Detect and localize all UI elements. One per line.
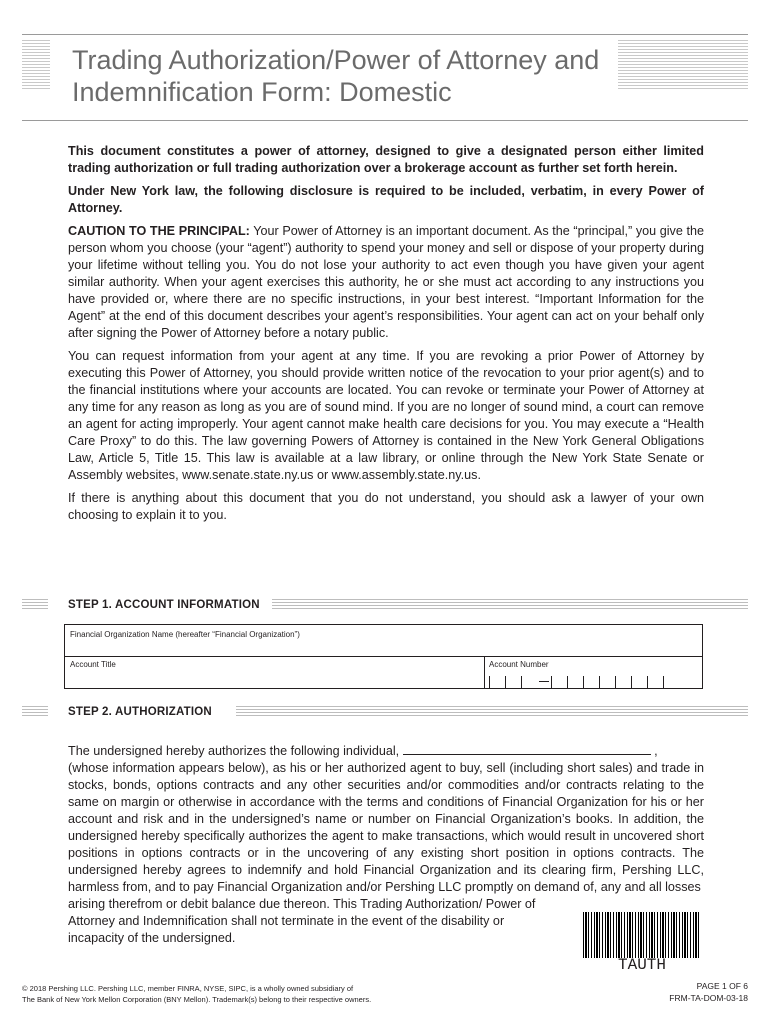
authorization-text-narrow: arising therefrom or debit balance due thereon. This Trading Authorization/ Power of Attorney and Indemnification shall not terminate in the event of the disability or incapacity of the undersigned. (68, 897, 536, 945)
header-top-rule (22, 34, 748, 35)
step1-hatch (22, 599, 48, 611)
step2-title: STEP 2. AUTHORIZATION (68, 706, 212, 718)
step2-rule (236, 706, 748, 718)
account-number-field[interactable] (489, 674, 664, 688)
intro-paragraph-2: Under New York law, the following disclosure is required to be included, verbatim, in every Power of Attorney. (68, 184, 704, 215)
title-line-1: Trading Authorization/Power of Attorney and (72, 45, 600, 75)
intro-paragraph-5: If there is anything about this document that you do not understand, you should ask a lawyer of your own choosing to explain it to you. (68, 491, 704, 522)
digit-box (567, 676, 583, 688)
intro-section (68, 143, 704, 524)
account-number-divider (484, 656, 485, 688)
intro-paragraph-4: You can request information from your agent at any time. If you are revoking a prior Power of Attorney by executing this Power of Attorney, you should provide written notice of the revocation to your prior agent(s) and to the financial institutions where your accounts are located. You can revoke or terminate your Power of Attorney at any time for any reason as long as you are of sound mind. If you are no longer of sound mind, a court can remove an agent for acting improperly. Your agent cannot make health care decisions for you. You may execute a “Health Care Proxy” to do this. The law governing Powers of Attorney is contained in the New York General Obligations Law, Article 5, Title 15. This law is available at a law library, or online through the New York State Senate or Assembly websites, www.senate.state.ny.us or www.assembly.state.ny.us. (68, 349, 704, 482)
authorization-lead: The undersigned hereby authorizes the following individual, (68, 744, 400, 758)
footer-page-info (669, 980, 748, 1004)
header-hatch-left (22, 40, 50, 90)
digit-box (505, 676, 521, 688)
barcode-label: TAUTH (618, 956, 667, 974)
page-number: PAGE 1 OF 6 (696, 981, 748, 991)
footer-line-2: The Bank of New York Mellon Corporation (BNY Mellon). Trademark(s) belong to their respective owners. (22, 995, 372, 1004)
footer-line-1: © 2018 Pershing LLC. Pershing LLC, member FINRA, NYSE, SIPC, is a wholly owned subsidiary of (22, 984, 354, 993)
digit-box (583, 676, 599, 688)
intro-paragraph-1: This document constitutes a power of attorney, designed to give a designated person either limited trading authorization or full trading authorization over a brokerage account as further set forth herein. (68, 144, 704, 175)
step1-title: STEP 1. ACCOUNT INFORMATION (68, 599, 260, 611)
caution-label: CAUTION TO THE PRINCIPAL: (68, 224, 250, 238)
financial-org-field[interactable] (70, 640, 695, 654)
digit-box (599, 676, 615, 688)
header-bottom-rule (22, 120, 748, 121)
digit-box (521, 676, 537, 688)
authorization-lead-line: The undersigned hereby authorizes the following individual, , (68, 744, 658, 758)
title-line-2: Indemnification Form: Domestic (72, 77, 452, 107)
account-info-divider (65, 656, 702, 657)
financial-org-label: Financial Organization Name (hereafter “Financial Organization”) (70, 630, 300, 639)
caution-text: Your Power of Attorney is an important document. As the “principal,” you give the person whom you choose (your “agent”) authority to spend your money and sell or dispose of your property during your lifetime without telling you. You do not lose your authority to act even though you have given your agent similar authority. When your agent exercises this authority, he or she must act according to any instructions you have provided or, where there are no specific instructions, in your best interest. “Important Information for the Agent” at the end of this document describes your agent’s responsibilities. Your agent can act on your behalf only after signing the Power of Attorney before a notary public. (68, 224, 705, 340)
digit-box (615, 676, 631, 688)
digit-box (647, 676, 664, 688)
account-title-label: Account Title (70, 660, 116, 669)
authorization-text: (whose information appears below), as his or her authorized agent to buy, sell (including short sales) and trade in stocks, bonds, options contracts and any other securities and/or commodities and/or contracts relating to the same on margin or otherwise in accordance with the terms and conditions of Financial Organization for his or her account and risk and in the undersigned’s name or number on Financial Organization’s books. In addition, the undersigned hereby specifically authorizes the agent to make transactions, which would result in uncovered short positions in options contracts or in the uncovering of any existing short position in options contracts. The undersigned hereby agrees to indemnify and hold Financial Organization and its clearing firm, Pershing LLC, harmless from, and to pay Financial Organization and/or Pershing LLC promptly on demand of, any and all losses (68, 761, 704, 894)
form-code: FRM-TA-DOM-03-18 (669, 993, 748, 1003)
digit-box (631, 676, 647, 688)
digit-box (551, 676, 567, 688)
account-number-label: Account Number (489, 660, 549, 669)
footer-copyright (22, 983, 371, 1005)
form-barcode (583, 912, 701, 958)
step1-rule (272, 599, 748, 611)
caution-paragraph (68, 223, 704, 342)
header-hatch-right (618, 40, 748, 90)
digit-dash (539, 681, 549, 688)
account-title-field[interactable] (70, 671, 480, 685)
step2-hatch (22, 706, 48, 718)
agent-name-field[interactable] (403, 743, 651, 755)
digit-box (489, 676, 505, 688)
page-title (72, 44, 599, 108)
